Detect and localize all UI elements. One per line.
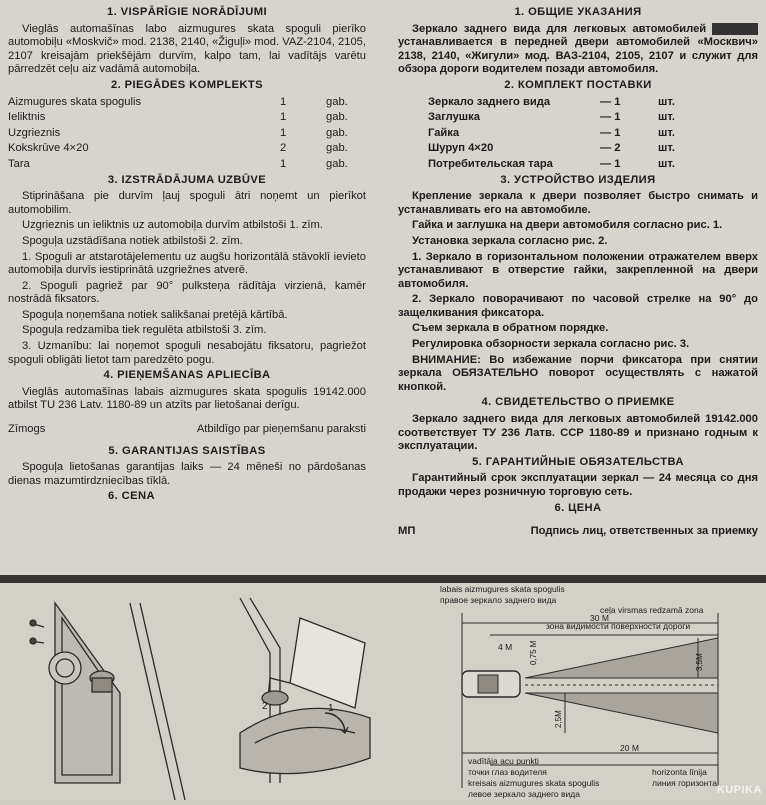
ru-section-1-text-a: Зеркало заднего вида для легковых автомобилей <box>412 22 707 35</box>
lv-signature-line <box>8 423 366 437</box>
kit-item-unit: шт. <box>658 95 675 108</box>
ru-kit-list <box>398 96 758 172</box>
lv-section-3-paragraph: Spoguļa noņemšana notiek salikšanai pretējā kārtībā. <box>22 308 288 321</box>
kit-item-qty: 1 <box>280 95 287 108</box>
kit-item-qty: — 1 <box>600 157 621 170</box>
fig3-eye-label-ru: точки глаз водителя <box>468 767 547 777</box>
lv-section-3-paragraph: 3. Uzmanību: lai noņemot spoguli nesabojātu fiksatoru, pagriežot spoguli obligāti lietot tam paredzēto pogu. <box>8 340 366 366</box>
kit-item-qty: — 1 <box>600 126 621 139</box>
lv-section-3-paragraph: Spoguļa redzamība tiek regulēta atbilstoši 3. zīm. <box>22 324 267 337</box>
ru-section-4-text: Зеркало заднего вида для легковых автомобилей 19142.000 соответствует ТУ 236 Латв. ССР 1180-89 и признано годным к эксплуатации. <box>398 413 758 453</box>
lv-section-5-title: 5. GARANTIJAS SAISTĪBAS <box>108 444 266 457</box>
lv-section-3-paragraph: Stiprināšana pie durvīm ļauj spoguli ātri noņemt un pierīkot automobilim. <box>8 190 366 216</box>
kit-item-unit: gab. <box>326 95 348 108</box>
lv-kit-row <box>8 111 366 125</box>
ru-section-3-paragraph: ВНИМАНИЕ: Во избежание порчи фиксатора при снятии зеркала ОБЯЗАТЕЛЬНО поворот осуществлять с нажатой кнопкой. <box>398 353 758 393</box>
ru-section-3-paragraph: 1. Зеркало в горизонтальном положении отражателем вверх устанавливают в отверстие гайки, закрепленной на двери автомобиля. <box>398 250 758 290</box>
lv-section-3-paragraph: Uzgrieznis un ieliktnis uz automobiļa durvīm atbilstoši 1. zīm. <box>22 219 323 232</box>
ru-kit-row <box>428 158 698 172</box>
lv-section-1-text: Vieglās automašīnas labo aizmugures skata spoguli pierīko automobiļu «Moskvič» mod. 2138, 2140, «Žiguļi» mod. VAZ-2104, 2105, 2107 kreisajām priekšējām durvīm, kalpo tam, lai vadītājs varētu pārredzēt ceļu aiz vadāmā automobiļa. <box>8 22 366 76</box>
kit-item-qty: — 1 <box>600 95 621 108</box>
ru-section-5-text: Гарантийный срок эксплуатации зеркал — 24 месяца со дня продажи через розничную торговую сеть. <box>398 472 758 498</box>
black-divider-band <box>0 575 766 583</box>
redacted-word: правое <box>712 23 758 35</box>
fig3-left-mirror-ru: левое зеркало заднего вида <box>468 789 580 799</box>
figure-2-mirror-install <box>240 598 370 783</box>
kit-item-unit: gab. <box>326 111 348 124</box>
lv-kit-row <box>8 127 366 141</box>
lv-kit-row <box>8 158 366 172</box>
kit-item-unit: шт. <box>658 142 675 155</box>
kit-item-unit: gab. <box>326 142 348 155</box>
ru-section-3-paragraph: Регулировка обзорности зеркала согласно рис. 3. <box>412 338 690 351</box>
ru-kit-row <box>428 142 698 156</box>
fig3-top-label-lv: labais aizmugures skata spogulis <box>440 584 565 594</box>
lv-section-3-paragraph: Spoguļa uzstādīšana notiek atbilstoši 2. zīm. <box>22 234 243 247</box>
ru-section-2-title: 2. КОМПЛЕКТ ПОСТАВКИ <box>504 78 652 91</box>
kit-item-qty: 1 <box>280 157 287 170</box>
lv-kit-row <box>8 142 366 156</box>
fig3-horizon-lv: horizonta līnija <box>652 767 707 777</box>
ru-kit-row <box>428 127 698 141</box>
ru-signature-label: Подпись лиц, ответственных за приемку <box>530 525 758 538</box>
ru-kit-row <box>428 111 698 125</box>
ru-section-1-text <box>398 23 758 77</box>
lv-section-4-text: Vieglās automašīnas labais aizmugures skata spogulis 19142.000 atbilst TU 236 Latv. 1180-89 un atzīts par lietošanai derīgu. <box>8 385 366 412</box>
kit-item-name: Aizmugures skata spogulis <box>8 95 142 108</box>
lv-kit-row <box>8 96 366 110</box>
kit-item-name: Гайка <box>428 126 460 139</box>
kit-item-qty: 2 <box>280 142 287 155</box>
kit-item-name: Потребительская тара <box>428 157 553 170</box>
ru-section-6-title: 6. ЦЕНА <box>554 501 602 514</box>
latvian-column <box>8 4 366 507</box>
lv-section-2-title: 2. PIEGĀDES KOMPLEKTS <box>111 78 263 91</box>
ru-section-1-text-b: устанавливается в передней двери автомобилей «Москвич» 2138, 2140, «Жигули» мод. ВАЗ-2104, 2105, 2107 и служит для обзора дороги водителем позади автомобиля. <box>398 36 758 76</box>
lv-section-3-paragraph: 2. Spoguli pagriež par 90° pulksteņa rādītāja virzienā, kamēr nostrādā fiksators. <box>8 279 366 306</box>
kit-item-unit: шт. <box>658 157 675 170</box>
lv-section-3-title: 3. IZSTRĀDĀJUMA UZBŪVE <box>107 173 267 186</box>
kit-item-unit: шт. <box>658 126 675 139</box>
kit-item-name: Uzgrieznis <box>8 126 61 139</box>
lv-kit-list <box>8 96 366 172</box>
kit-item-qty: 1 <box>280 126 287 139</box>
russian-column <box>398 4 758 547</box>
fig3-top-label-ru: правое зеркало заднего вида <box>440 595 557 605</box>
kit-item-unit: шт. <box>658 111 675 124</box>
kit-item-qty: — 2 <box>600 142 621 155</box>
lv-section-4-title: 4. PIEŅEMŠANAS APLIECĪBA <box>103 369 271 382</box>
kit-item-name: Зеркало заднего вида <box>428 95 551 108</box>
fig3-dim-4: 4 M <box>498 642 513 652</box>
figure-1-door-mount <box>30 603 185 800</box>
kit-item-unit: gab. <box>326 157 348 170</box>
lv-section-3-paragraph: 1. Spoguli ar atstarotājelementu uz augšu horizontālā stāvoklī ievieto automobiļa durvīs iestiprinātā uzgriežnes atverē. <box>8 250 366 277</box>
kit-item-name: Tara <box>8 157 30 170</box>
fig3-left-mirror-lv: kreisais aizmugures skata spogulis <box>468 778 600 788</box>
ru-section-3-paragraph: Съем зеркала в обратном порядке. <box>412 322 609 335</box>
fig3-dim-35: 3,5M <box>695 653 704 671</box>
fig3-zone-label-lv: ceļa virsmas redzamā zona <box>600 605 704 615</box>
figure-2-label-2: 2 <box>262 701 268 712</box>
ru-stamp-label: МП <box>398 525 416 538</box>
figures-panel <box>0 583 766 800</box>
ru-section-4-title: 4. СВИДЕТЕЛЬСТВО О ПРИЕМКЕ <box>481 396 675 409</box>
ru-section-3-paragraph: Гайка и заглушка на двери автомобиля согласно рис. 1. <box>412 219 723 232</box>
kit-item-name: Ieliktnis <box>8 111 46 124</box>
lv-section-5-text: Spoguļa lietošanas garantijas laiks — 24 mēneši no pārdošanas dienas mazumtirdzniecības tīklā. <box>8 461 366 487</box>
fig3-zone-label-ru: зона видимости поверхности дороги <box>546 621 691 631</box>
fig3-dim-30: 30 M <box>590 613 609 623</box>
fig3-eye-label-lv: vadītāja acu punkti <box>468 756 539 766</box>
ru-section-3-paragraph: 2. Зеркало поворачивают по часовой стрелке на 90° до защелкивания фиксатора. <box>398 293 758 319</box>
figure-2-label-1: 1 <box>328 703 334 714</box>
kit-item-name: Kokskrūve 4×20 <box>8 142 89 155</box>
fig3-dim-075: 0,75 M <box>529 640 538 665</box>
fig3-horizon-ru: линия горизонта <box>652 778 717 788</box>
figures-svg <box>0 583 766 800</box>
lv-section-6-title: 6. CENA <box>108 490 155 503</box>
ru-kit-row <box>428 96 698 110</box>
kit-item-name: Шуруп 4×20 <box>428 142 494 155</box>
ru-section-3-title: 3. УСТРОЙСТВО ИЗДЕЛИЯ <box>500 173 656 186</box>
ru-section-3-paragraph: Установка зеркала согласно рис. 2. <box>412 234 608 247</box>
lv-stamp-label: Zīmogs <box>8 423 46 436</box>
ru-section-5-title: 5. ГАРАНТИЙНЫЕ ОБЯЗАТЕЛЬСТВА <box>472 455 684 468</box>
ru-section-1-title: 1. ОБЩИЕ УКАЗАНИЯ <box>514 6 642 18</box>
kit-item-qty: 1 <box>280 111 287 124</box>
watermark-logo: KUPIKA <box>716 784 762 796</box>
fig3-dim-25: 2,5M <box>554 710 563 728</box>
kit-item-unit: gab. <box>326 126 348 139</box>
lv-signature-label: Atbildīgo par pieņemšanu paraksti <box>196 423 366 436</box>
ru-signature-line <box>398 525 758 539</box>
lv-section-1-title: 1. VISPĀRĪGIE NORĀDĪJUMI <box>106 6 268 18</box>
kit-item-name: Заглушка <box>428 111 480 124</box>
fig3-dim-20: 20 M <box>620 743 639 753</box>
kit-item-qty: — 1 <box>600 111 621 124</box>
ru-section-3-paragraph: Крепление зеркала к двери позволяет быстро снимать и устанавливать его на автомобиле. <box>398 190 758 216</box>
